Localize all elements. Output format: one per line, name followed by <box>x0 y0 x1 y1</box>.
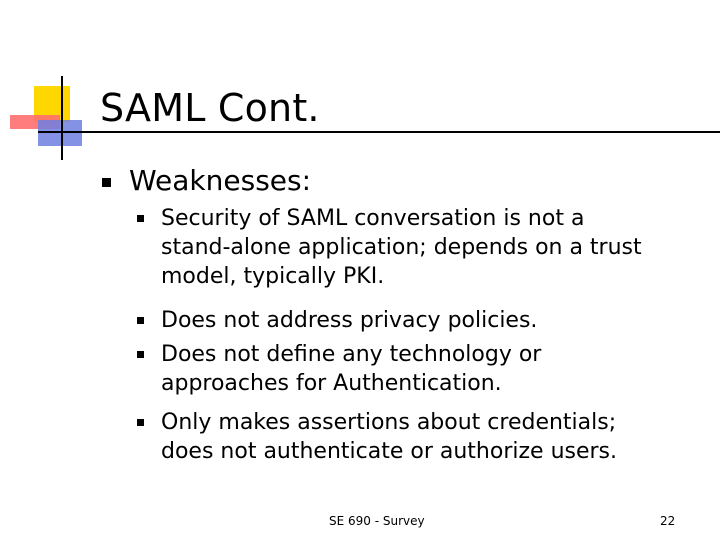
sub-bullet-2-line-1: Does not address privacy policies. <box>161 308 538 333</box>
sub-bullet-1-line-2: stand-alone application; depends on a trust <box>161 235 642 260</box>
bullet-marker-level2 <box>137 317 144 324</box>
slide-logo-graphic <box>0 0 100 170</box>
bullet-marker-level2 <box>137 419 144 426</box>
sub-bullet-3-line-2: approaches for Authentication. <box>161 371 502 396</box>
bullet-weaknesses: Weaknesses: <box>129 164 312 197</box>
logo-blue-square <box>38 120 82 146</box>
bullet-marker-level2 <box>137 351 144 358</box>
sub-bullet-4-line-1: Only makes assertions about credentials; <box>161 410 617 435</box>
footer-page-number: 22 <box>660 514 676 528</box>
title-underline <box>38 131 720 133</box>
bullet-marker-level1 <box>102 178 111 187</box>
sub-bullet-2 <box>161 306 537 335</box>
sub-bullet-3 <box>161 340 541 398</box>
sub-bullet-1-line-1: Security of SAML conversation is not a <box>161 206 585 231</box>
sub-bullet-4 <box>161 408 617 466</box>
slide-title: SAML Cont. <box>100 86 320 130</box>
sub-bullet-4-line-2: does not authenticate or authorize users. <box>161 439 618 464</box>
sub-bullet-1-line-3: model, typically PKI. <box>161 264 385 289</box>
sub-bullet-1 <box>161 204 642 291</box>
logo-vertical-line <box>61 76 63 160</box>
bullet-marker-level2 <box>137 215 144 222</box>
sub-bullet-3-line-1: Does not define any technology or <box>161 342 542 367</box>
footer-course-label: SE 690 - Survey <box>329 514 425 528</box>
